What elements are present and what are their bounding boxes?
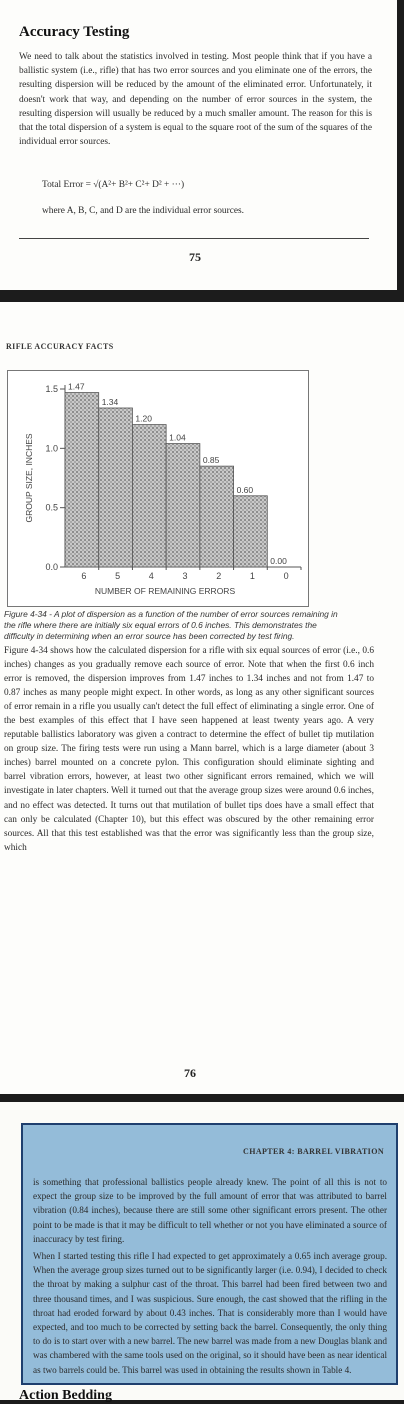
bar — [99, 408, 133, 567]
y-axis-label: GROUP SIZE, INCHES — [24, 433, 34, 523]
y-tick-label: 0.5 — [45, 502, 58, 513]
bar-chart — [8, 371, 308, 606]
bar — [166, 444, 200, 567]
x-tick-label: 3 — [182, 571, 188, 581]
formula-note: where A, B, C, and D are the individual error sources. — [42, 206, 245, 216]
x-tick-label: 6 — [81, 571, 87, 581]
section-heading: Accuracy Testing — [19, 24, 130, 40]
body-paragraph: Figure 4-34 shows how the calculated dispersion for a rifle with six equal sources of error (i.e., 0.6 inches) changes as you gradually remove each source of error. Note that when the first 0.6 inch error is removed, the dispersion improves from 1.47 inches to 1.34 inches and not from 1.47 to 0.87 inches as many people might expect. In other words, as long as any other significant sources of error remain in a rifle you usually can't detect the full effect of eliminating a single error. One of the best examples of this effect that I have seen happened at least twenty years ago. A very reputable ballistics laboratory was given a contract to determine the effect of bullet tip mutilation on group size. The firing tests were run using a Mann barrel, which is a large diameter (about 3 inches) barrel mounted on a concrete pylon. This configuration should eliminate sighting and barrel vibration errors, however, at least two other significant errors remained, which we will investigate in later chapters. Well it turned out that the average group sizes were around 0.6 inches, and no effect was detected. It turns out that mutilation of bullet tips does have a small effect that can only be calculated (Chapter 10), but this effect was obscured by the other remaining error sources. All that this test established was that the error was significantly less than the group size, which — [4, 646, 374, 853]
page-75 — [0, 0, 397, 290]
formula: Total Error = √(A²+ B²+ C²+ D² + ···) — [42, 180, 185, 190]
bar — [65, 393, 99, 567]
bar-data-label: 0.85 — [202, 455, 220, 466]
running-head: CHAPTER 4: BARREL VIBRATION — [243, 1147, 384, 1156]
divider — [19, 238, 369, 239]
bar-data-label: 0.00 — [270, 556, 287, 566]
y-tick-label: 0.0 — [45, 562, 58, 572]
x-tick-label: 1 — [249, 571, 255, 581]
bar — [234, 496, 268, 567]
x-tick-label: 2 — [216, 571, 222, 581]
bar-data-label: 1.20 — [135, 413, 152, 424]
x-tick-label: 5 — [115, 571, 121, 581]
bar-data-label: 1.04 — [169, 432, 186, 443]
bar — [132, 425, 166, 567]
x-tick-label: 0 — [283, 571, 289, 581]
x-tick-label: 4 — [148, 571, 154, 581]
highlighted-passage — [21, 1123, 398, 1385]
bar-data-label: 1.47 — [68, 381, 85, 392]
x-axis-label: NUMBER OF REMAINING ERRORS — [94, 586, 236, 596]
page-number: 75 — [189, 250, 201, 264]
body-paragraph-2: When I started testing this rifle I had expected to get approximately a 0.65 inch average group. When the average group sizes turned out to be significantly larger (i.e. 0.94), I decided to check the throat by making a sulphur cast of the throat. This barrel had been fired between two and three thousand times, and I was suspicious. Sure enough, the cast showed that the rifling in the throat had eroded forward by about 0.43 inches. That is considerably more than I would have expected, and too much to be corrected by setting back the barrel. Consequently, the only thing to do is to start over with a new barrel. The new barrel was made from a new Douglas blank and was chambered with the same tools used on the original, so it should have been as near identical as two barrels could be. This barrel was used in obtaining the results shown in Table 4. — [33, 1251, 387, 1375]
bar — [200, 466, 234, 567]
figure-4-34-chart — [7, 370, 309, 607]
figure-caption: Figure 4-34 - A plot of dispersion as a function of the number of error sources remaining in the rifle where there are initially six equal errors of 0.6 inches. This demonstrates the difficulty in determining when an error source has been corrected by test firing. — [4, 609, 338, 641]
bar-data-label: 1.34 — [101, 396, 119, 407]
chart-bars — [65, 393, 267, 567]
running-head: RIFLE ACCURACY FACTS — [6, 342, 114, 351]
y-tick-label: 1.5 — [45, 384, 58, 394]
bar-data-label: 0.60 — [236, 484, 254, 495]
page-number: 76 — [184, 1066, 196, 1080]
next-section-heading: Action Bedding — [19, 1388, 112, 1403]
body-paragraph-1: is something that professional ballistics people already knew. The point of all this is not to expect the group size to be improved by the full amount of error that was attributed to barrel vibration (0.84 inches), because there are still some other significant errors present. The other point to be made is that it may be difficult to tell whether or not you have eliminated a source of inaccuracy by test firing. — [33, 1177, 387, 1244]
y-tick-label: 1.0 — [45, 443, 58, 454]
body-paragraph: We need to talk about the statistics involved in testing. Most people think that if you have a ballistic system (i.e., rifle) that has two error sources and you eliminate one of the errors, the resulting dispersion will be reduced by the amount of the eliminated error. Unfortunately, it doesn't work that way, and depending on the number of error sources in the system, the resulting dispersion will usually be reduced by a much smaller amount. The reason for this is that the total dispersion of a system is equal to the square root of the sum of the squares of the individual error sources. — [19, 52, 372, 148]
